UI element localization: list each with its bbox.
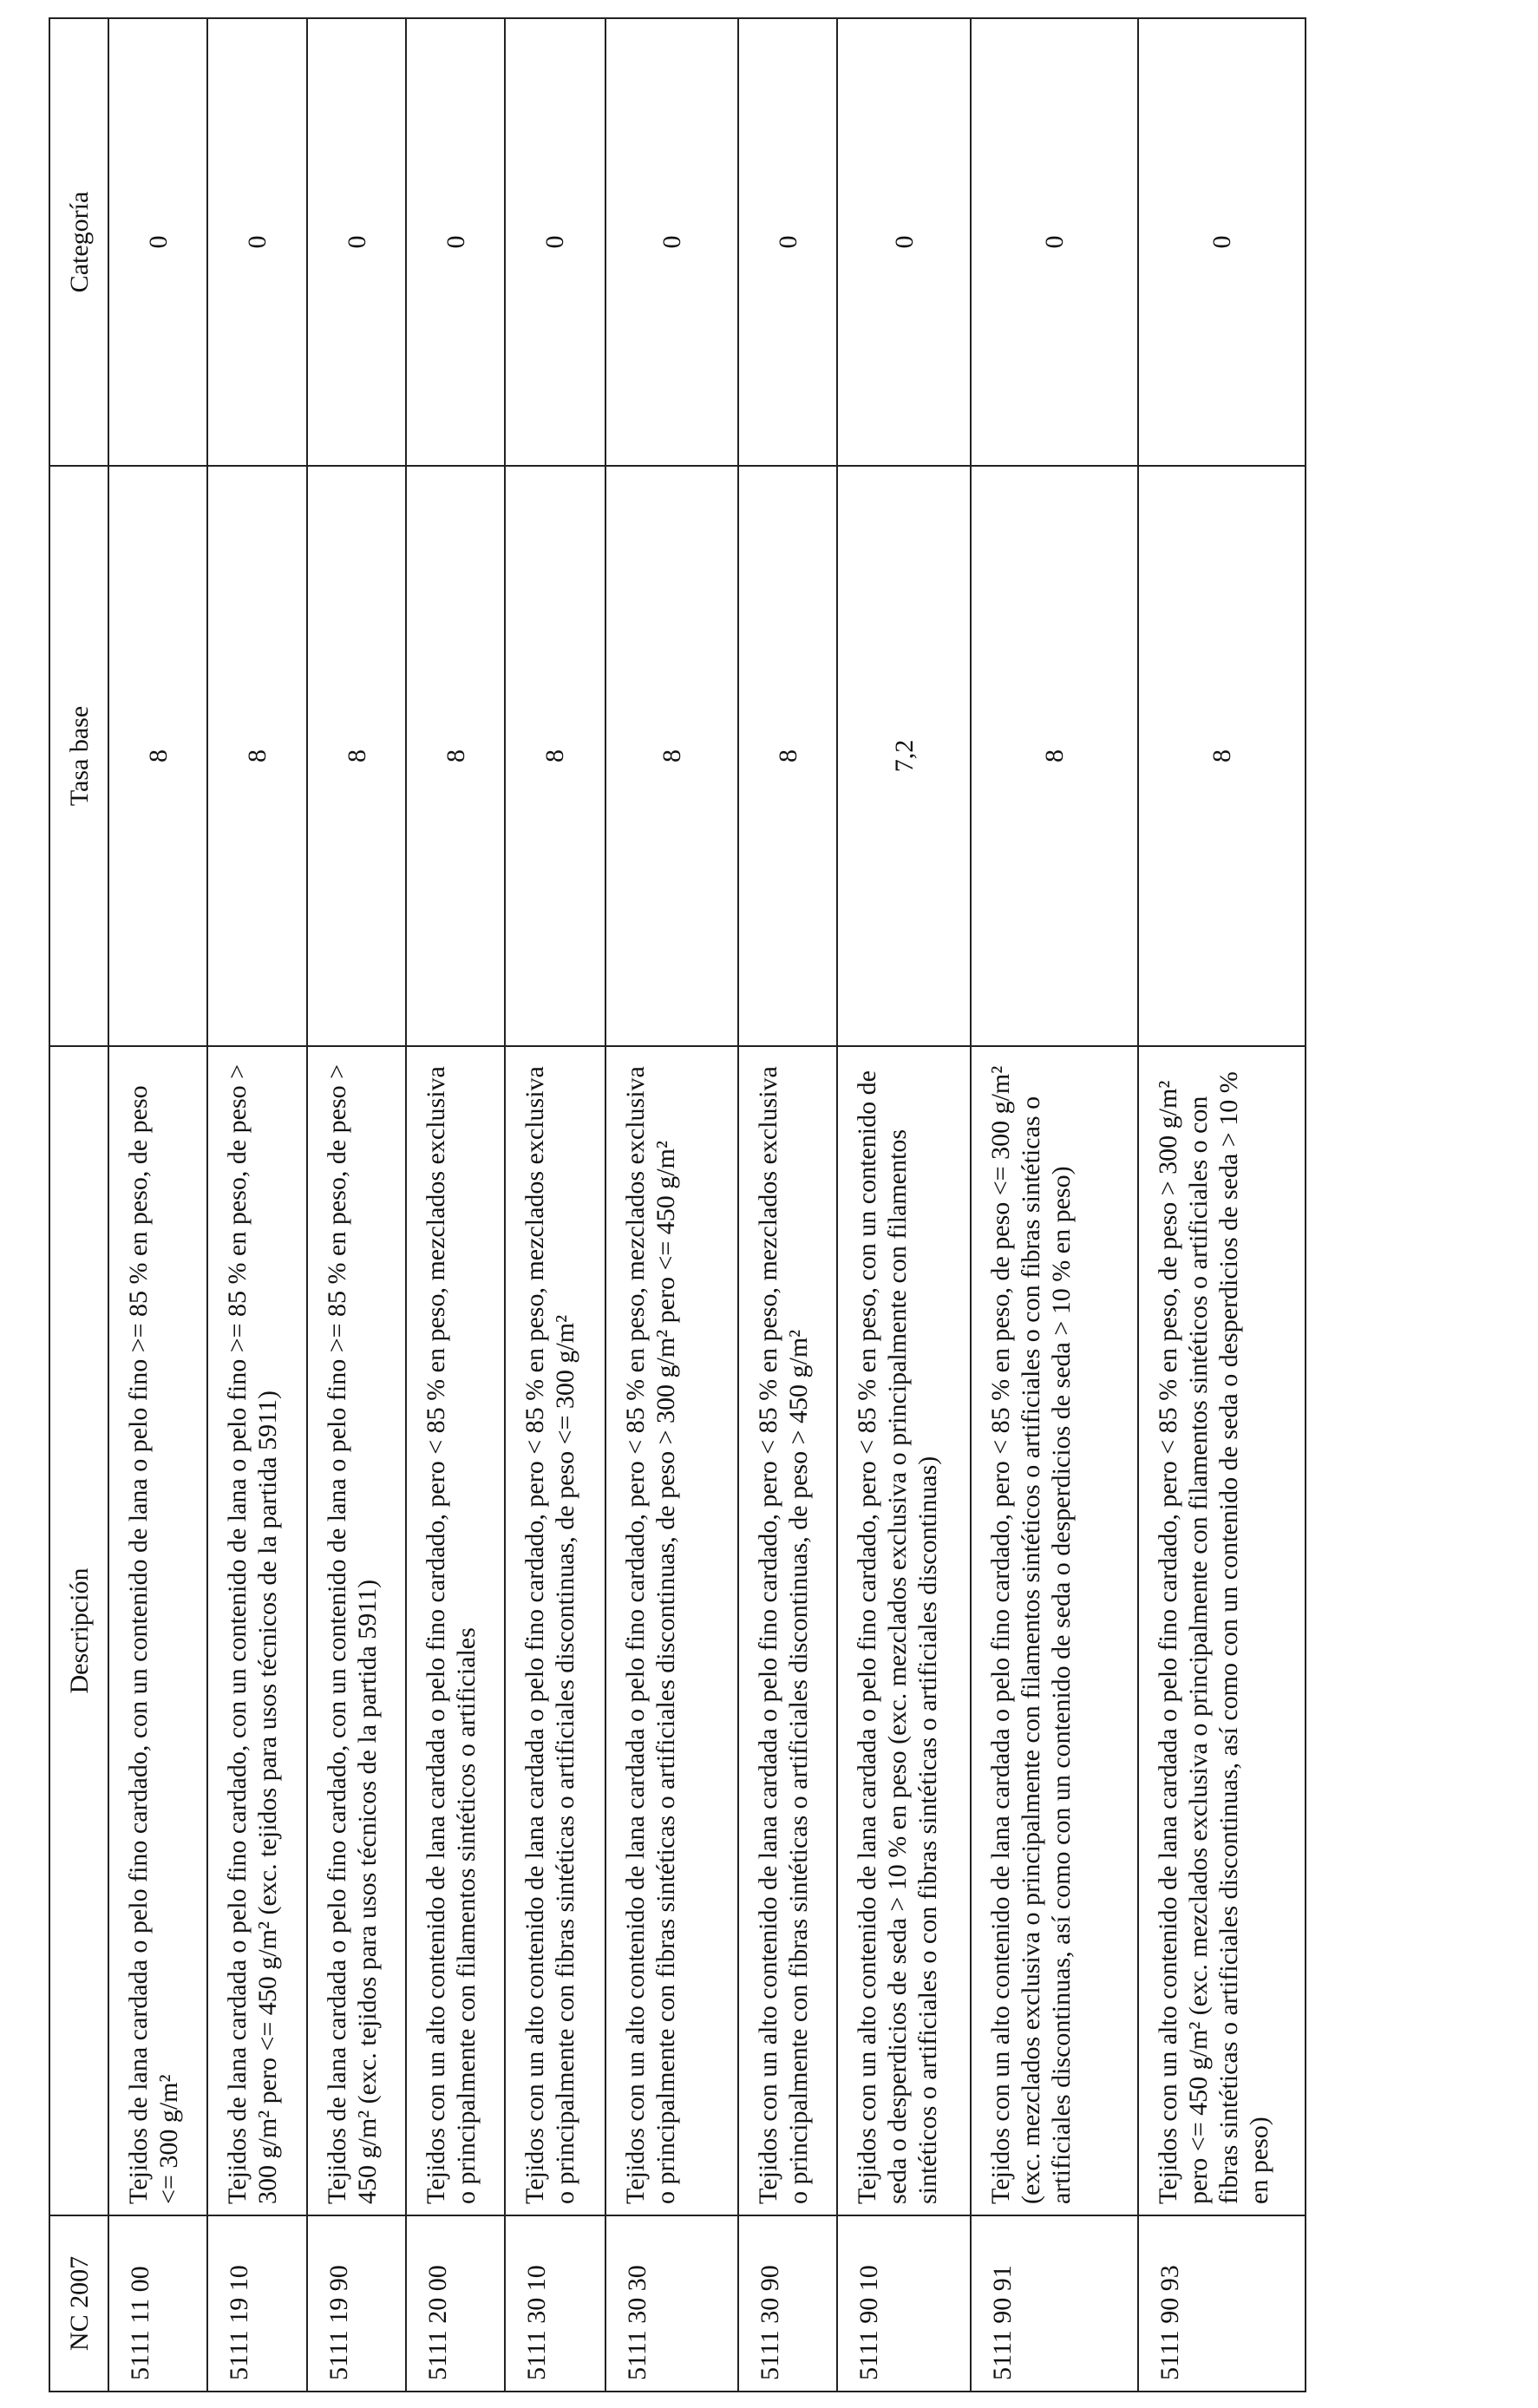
row-category: 0 <box>738 18 837 466</box>
row-description: Tejidos de lana cardada o pelo fino cardado, con un contenido de lana o pelo fino >= 85 % en peso, de peso > 300 g/m² pero <= 450 g/m² (exc. tejidos para usos técnicos de la partida 5911) <box>207 1046 307 2215</box>
table-row <box>837 18 971 2392</box>
row-category: 0 <box>406 18 505 466</box>
row-description: Tejidos con un alto contenido de lana cardada o pelo fino cardado, pero < 85 % en peso, con un contenido de seda o desperdicios de seda > 10 % en peso (exc. mezclados exclusiva o principalmente con filamentos sintéticos o artificiales o con fibras sintéticas o artificiales discontinuas) <box>837 1046 971 2215</box>
row-base-rate: 8 <box>971 466 1138 1046</box>
row-category: 0 <box>971 18 1138 466</box>
header-base-rate: Tasa base <box>49 466 108 1046</box>
row-code: 5111 19 90 <box>307 2215 406 2392</box>
row-description: Tejidos con un alto contenido de lana cardada o pelo fino cardado, pero < 85 % en peso, mezclados exclusiva o principalmente con filamentos sintéticos o artificiales <box>406 1046 505 2215</box>
table-row <box>307 18 406 2392</box>
rotated-table-frame <box>49 19 1306 2392</box>
row-base-rate: 8 <box>505 466 605 1046</box>
row-base-rate: 8 <box>738 466 837 1046</box>
row-base-rate: 8 <box>108 466 207 1046</box>
header-category: Categoría <box>49 18 108 466</box>
header-nc-2007: NC 2007 <box>49 2215 108 2392</box>
row-base-rate: 8 <box>307 466 406 1046</box>
table-row <box>406 18 505 2392</box>
row-category: 0 <box>1138 18 1306 466</box>
row-category: 0 <box>605 18 739 466</box>
row-description: Tejidos con un alto contenido de lana cardada o pelo fino cardado, pero < 85 % en peso, de peso > 300 g/m² pero <= 450 g/m² (exc. mezclados exclusiva o principalmente con filamentos sintéticos o artificiales o con fibras sintéticas o artificiales discontinuas, así como con un contenido de seda o desperdicios de seda > 10 % en peso) <box>1138 1046 1306 2215</box>
row-code: 5111 30 30 <box>605 2215 739 2392</box>
row-code: 5111 90 10 <box>837 2215 971 2392</box>
row-description: Tejidos con un alto contenido de lana cardada o pelo fino cardado, pero < 85 % en peso, mezclados exclusiva o principalmente con fibras sintéticas o artificiales discontinuas, de peso > 300 g/m² pero <= 450 g/m² <box>605 1046 739 2215</box>
row-description: Tejidos de lana cardada o pelo fino cardado, con un contenido de lana o pelo fino >= 85 % en peso, de peso > 450 g/m² (exc. tejidos para usos técnicos de la partida 5911) <box>307 1046 406 2215</box>
row-category: 0 <box>837 18 971 466</box>
tariff-table-container <box>49 19 1538 2380</box>
row-base-rate: 7,2 <box>837 466 971 1046</box>
row-code: 5111 20 00 <box>406 2215 505 2392</box>
row-code: 5111 90 93 <box>1138 2215 1306 2392</box>
row-code: 5111 19 10 <box>207 2215 307 2392</box>
table-row <box>738 18 837 2392</box>
row-code: 5111 11 00 <box>108 2215 207 2392</box>
table-row <box>605 18 739 2392</box>
row-code: 5111 90 91 <box>971 2215 1138 2392</box>
table-header-row <box>49 18 108 2392</box>
row-base-rate: 8 <box>1138 466 1306 1046</box>
row-category: 0 <box>108 18 207 466</box>
row-description: Tejidos de lana cardada o pelo fino cardado, con un contenido de lana o pelo fino >= 85 % en peso, de peso <= 300 g/m² <box>108 1046 207 2215</box>
row-description: Tejidos con un alto contenido de lana cardada o pelo fino cardado, pero < 85 % en peso, mezclados exclusiva o principalmente con fibras sintéticas o artificiales discontinuas, de peso <= 300 g/m² <box>505 1046 605 2215</box>
table-row <box>1138 18 1306 2392</box>
table-row <box>108 18 207 2392</box>
header-description: Descripción <box>49 1046 108 2215</box>
table-row <box>505 18 605 2392</box>
row-code: 5111 30 10 <box>505 2215 605 2392</box>
row-description: Tejidos con un alto contenido de lana cardada o pelo fino cardado, pero < 85 % en peso, de peso <= 300 g/m² (exc. mezclados exclusiva o principalmente con filamentos sintéticos o artificiales o con fibras sintéticas o artificiales discontinuas, así como con un contenido de seda o desperdicios de seda > 10 % en peso) <box>971 1046 1138 2215</box>
row-category: 0 <box>307 18 406 466</box>
row-description: Tejidos con un alto contenido de lana cardada o pelo fino cardado, pero < 85 % en peso, mezclados exclusiva o principalmente con fibras sintéticas o artificiales discontinuas, de peso > 450 g/m² <box>738 1046 837 2215</box>
row-code: 5111 30 90 <box>738 2215 837 2392</box>
row-base-rate: 8 <box>605 466 739 1046</box>
row-category: 0 <box>207 18 307 466</box>
table-row <box>207 18 307 2392</box>
row-category: 0 <box>505 18 605 466</box>
tariff-table <box>49 17 1306 2392</box>
row-base-rate: 8 <box>406 466 505 1046</box>
row-base-rate: 8 <box>207 466 307 1046</box>
table-row <box>971 18 1138 2392</box>
